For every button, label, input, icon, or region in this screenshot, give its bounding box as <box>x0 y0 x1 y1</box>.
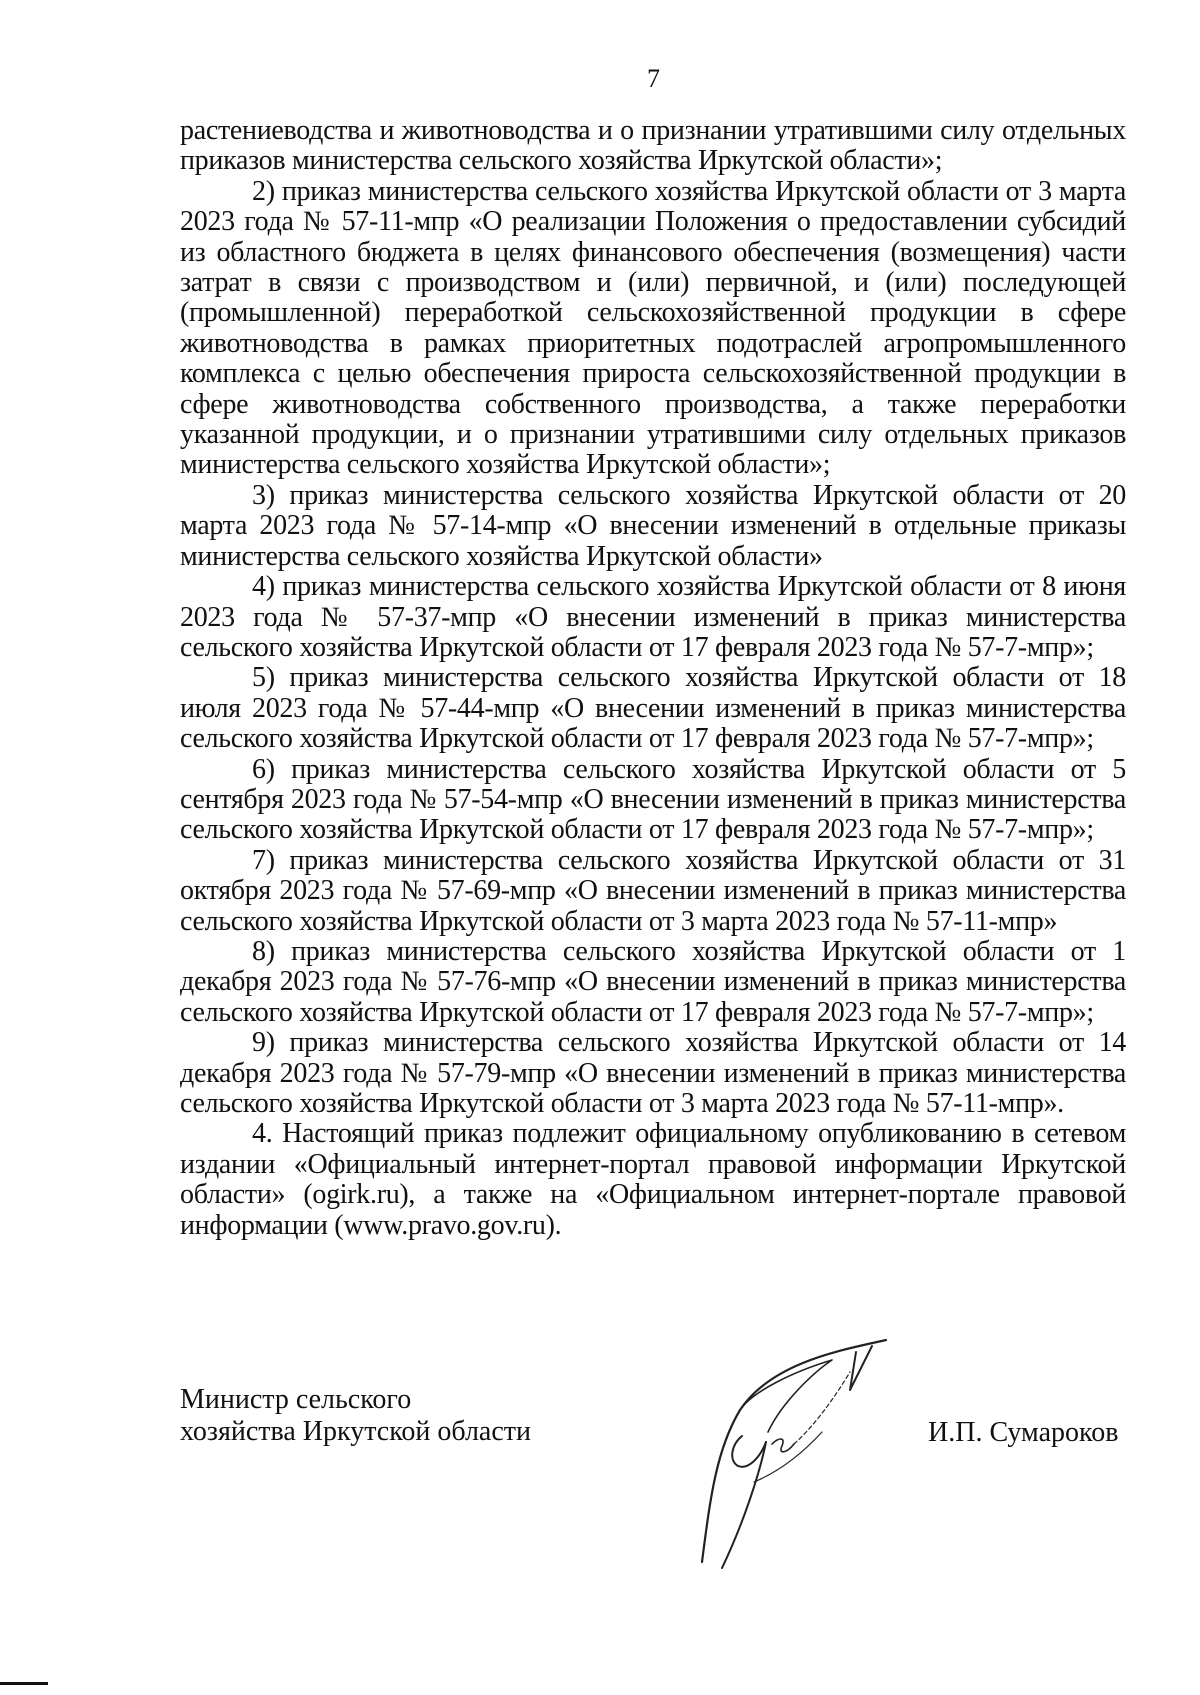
list-item-8: 8) приказ министерства сельского хозяйства Иркутской области от 1 декабря 2023 года № 57-76-мпр «О внесении изменений в приказ министерства сельского хозяйства Иркутской области от 17 февраля 2023 года № 57-7-мпр»; <box>180 935 1126 1028</box>
list-item-7: 7) приказ министерства сельского хозяйства Иркутской области от 31 октября 2023 года № 57-69-мпр «О внесении изменений в приказ министерства сельского хозяйства Иркутской области от 3 марта 2023 года № 57-11-мпр» <box>180 844 1126 937</box>
scan-edge-mark <box>0 1682 48 1685</box>
page-number: 7 <box>647 64 660 93</box>
signatory-name: И.П. Сумароков <box>928 1417 1119 1448</box>
list-item-9: 9) приказ министерства сельского хозяйства Иркутской области от 14 декабря 2023 года № 57-79-мпр «О внесении изменений в приказ министерства сельского хозяйства Иркутской области от 3 марта 2023 года № 57-11-мпр». <box>180 1027 1126 1119</box>
paragraph-continuation: растениеводства и животноводства и о признании утратившими силу отдельных приказов министерства сельского хозяйства Иркутской области»; <box>180 115 1126 177</box>
signatory-position <box>180 1384 531 1448</box>
list-item-4: 4) приказ министерства сельского хозяйства Иркутской области от 8 июня 2023 года № 57-37-мпр «О внесении изменений в приказ министерства сельского хозяйства Иркутской области от 17 февраля 2023 года № 57-7-мпр»; <box>180 571 1126 663</box>
list-item-6: 6) приказ министерства сельского хозяйства Иркутской области от 5 сентября 2023 года № 57-54-мпр «О внесении изменений в приказ министерства сельского хозяйства Иркутской области от 17 февраля 2023 года № 57-7-мпр»; <box>180 753 1126 846</box>
handwritten-signature <box>682 1332 912 1572</box>
list-item-5: 5) приказ министерства сельского хозяйства Иркутской области от 18 июля 2023 года № 57-44-мпр «О внесении изменений в приказ министерства сельского хозяйства Иркутской области от 17 февраля 2023 года № 57-7-мпр»; <box>180 662 1126 755</box>
list-item-2: 2) приказ министерства сельского хозяйства Иркутской области от 3 марта 2023 года № 57-11-мпр «О реализации Положения о предоставлении субсидий из областного бюджета в целях финансового обеспечения (возмещения) части затрат в связи с производством и (или) первичной, и (или) последующей (промышленной) переработкой сельскохозяйственной продукции в сфере животноводства в рамках приоритетных подотраслей агропромышленного комплекса с целью обеспечения прироста сельскохозяйственной продукции в сфере животноводства собственного производства, а также переработки указанной продукции, и о признании утратившими силу отдельных приказов министерства сельского хозяйства Иркутской области»; <box>180 175 1126 481</box>
document-body <box>180 116 1126 1241</box>
position-line-2: хозяйства Иркутской области <box>180 1416 531 1447</box>
position-line-1: Министр сельского <box>180 1384 412 1415</box>
publication-clause: 4. Настоящий приказ подлежит официальному опубликованию в сетевом издании «Официальный интернет-портал правовой информации Иркутской области» (ogirk.ru), а также на «Официальном интернет-портале правовой информации (www.pravo.gov.ru). <box>180 1118 1126 1241</box>
list-item-3: 3) приказ министерства сельского хозяйства Иркутской области от 20 марта 2023 года № 57-14-мпр «О внесении изменений в отдельные приказы министерства сельского хозяйства Иркутской области» <box>180 479 1126 572</box>
